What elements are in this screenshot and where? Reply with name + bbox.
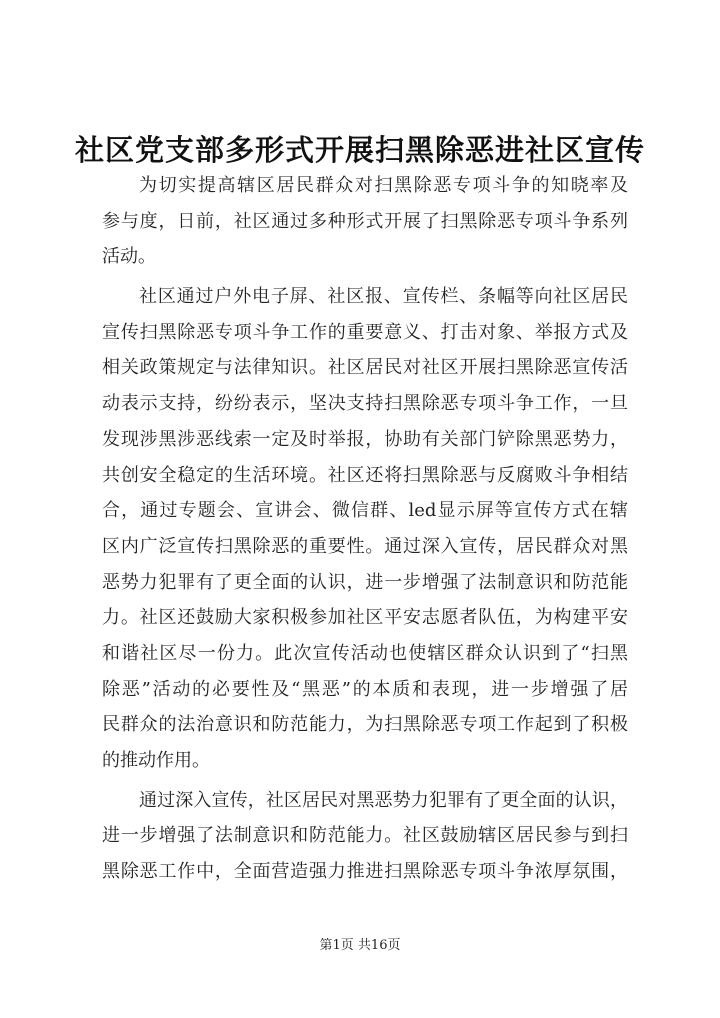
text-line: 黑除恶工作中，全面营造强力推进扫黑除恶专项斗争浓厚氛围， — [102, 861, 628, 883]
text-line: 社区通过户外电子屏、社区报、宣传栏、条幅等向社区居民 — [139, 286, 628, 308]
document-body — [102, 168, 628, 894]
text-line: 宣传扫黑除恶专项斗争工作的重要意义、打击对象、举报方式及 — [102, 321, 628, 343]
text-line: 恶势力犯罪有了更全面的认识，进一步增强了法制意识和防范能 — [102, 571, 628, 593]
text-line: 的推动作用。 — [102, 750, 210, 771]
document-title: 社区党支部多形式开展扫黑除恶进社区宣传 — [74, 133, 645, 167]
text-line: 发现涉黑涉恶线索一定及时举报，协助有关部门铲除黑恶势力， — [102, 428, 628, 450]
text-line: 参与度，日前，社区通过多种形式开展了扫黑除恶专项斗争系列 — [102, 210, 628, 232]
text-line: 动表示支持，纷纷表示，坚决支持扫黑除恶专项斗争工作，一旦 — [102, 393, 628, 415]
text-line: 和谐社区尽一份力。此次宣传活动也使辖区群众认识到了“扫黑 — [102, 642, 628, 664]
text-line: 通过深入宣传，社区居民对黑恶势力犯罪有了更全面的认识， — [139, 789, 628, 811]
paragraph — [102, 783, 628, 890]
text-line: 除恶”活动的必要性及“黑恶”的本质和表现，进一步增强了居 — [102, 678, 628, 700]
page-number-footer: 第1页 共16页 — [319, 938, 401, 953]
paragraph — [102, 279, 628, 779]
text-line: 活动。 — [102, 246, 156, 268]
text-line: 为切实提高辖区居民群众对扫黑除恶专项斗争的知晓率及 — [139, 175, 628, 196]
text-line: 民群众的法治意识和防范能力，为扫黑除恶专项工作起到了积极 — [102, 714, 628, 736]
paragraph — [102, 168, 628, 275]
text-line: 相关政策规定与法律知识。社区居民对社区开展扫黑除恶宣传活 — [102, 357, 628, 379]
text-line: 区内广泛宣传扫黑除恶的重要性。通过深入宣传，居民群众对黑 — [102, 535, 628, 557]
text-line: 进一步增强了法制意识和防范能力。社区鼓励辖区居民参与到扫 — [102, 825, 628, 847]
text-line: 共创安全稳定的生活环境。社区还将扫黑除恶与反腐败斗争相结 — [102, 464, 628, 486]
text-line: 力。社区还鼓励大家积极参加社区平安志愿者队伍，为构建平安 — [102, 607, 628, 629]
text-line: 合，通过专题会、宣讲会、微信群、led显示屏等宣传方式在辖 — [102, 500, 628, 522]
